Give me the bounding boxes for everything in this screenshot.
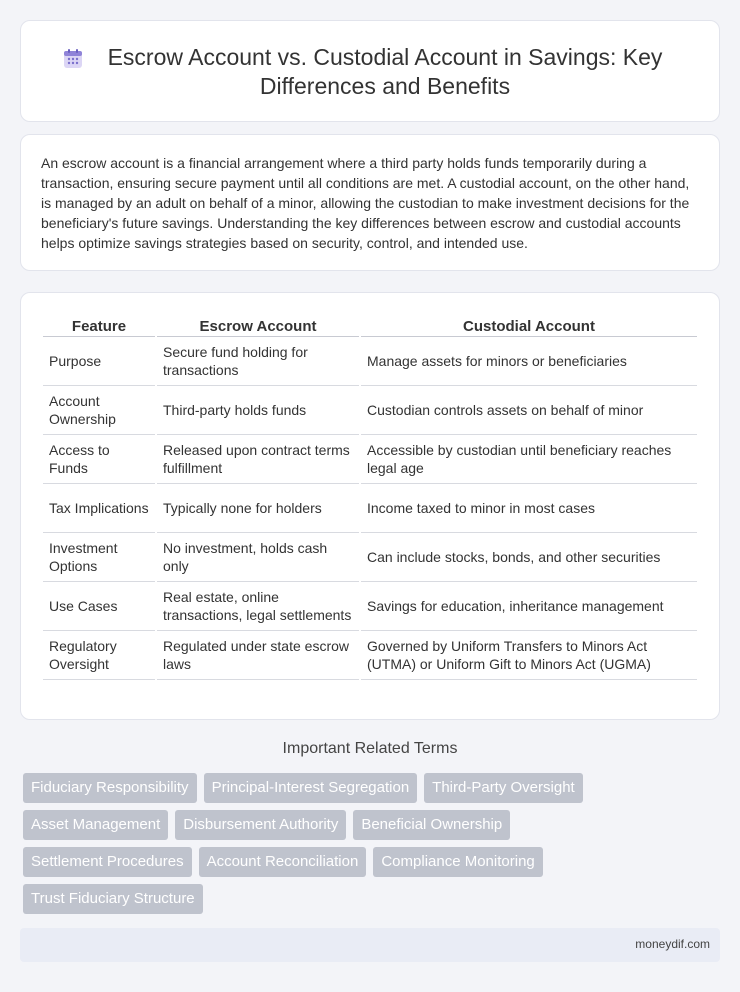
- escrow-cell: No investment, holds cash only: [157, 533, 359, 582]
- feature-cell: Purpose: [43, 337, 155, 386]
- intro-paragraph: An escrow account is a financial arrangement where a third party holds funds temporarily during a transaction, ensuring secure payment until all conditions are met. A custodial account, on the other hand, is managed by an adult on behalf of a minor, allowing the custodian to make investment decisions for the beneficiary's future savings. Understanding the key differences between escrow and custodial accounts helps optimize savings strategies based on security, control, and intended use.: [41, 155, 690, 251]
- page-title: Escrow Account vs. Custodial Account in Savings: Key Differences and Benefits: [107, 44, 663, 99]
- table-row: [43, 435, 697, 484]
- feature-cell: Use Cases: [43, 582, 155, 631]
- custodial-cell: Custodian controls assets on behalf of minor: [361, 386, 697, 435]
- related-term-tag[interactable]: Disbursement Authority: [175, 810, 346, 840]
- comparison-table: [41, 315, 699, 680]
- table-header-row: [43, 315, 697, 337]
- custodial-cell: Manage assets for minors or beneficiaries: [361, 337, 697, 386]
- custodial-cell: Income taxed to minor in most cases: [361, 484, 697, 533]
- related-term-tag[interactable]: Beneficial Ownership: [353, 810, 510, 840]
- header-feature: Feature: [43, 315, 155, 337]
- feature-cell: Tax Implications: [43, 484, 155, 533]
- table-row: [43, 337, 697, 386]
- escrow-cell: Secure fund holding for transactions: [157, 337, 359, 386]
- header-escrow: Escrow Account: [157, 315, 359, 337]
- escrow-cell: Real estate, online transactions, legal settlements: [157, 582, 359, 631]
- related-term-tag[interactable]: Trust Fiduciary Structure: [23, 884, 203, 914]
- related-term-tag[interactable]: Settlement Procedures: [23, 847, 192, 877]
- related-term-tag[interactable]: Asset Management: [23, 810, 168, 840]
- escrow-cell: Typically none for holders: [157, 484, 359, 533]
- escrow-cell: Released upon contract terms fulfillment: [157, 435, 359, 484]
- custodial-cell: Accessible by custodian until beneficiary reaches legal age: [361, 435, 697, 484]
- footer-source: moneydif.com: [635, 937, 710, 951]
- related-term-tag[interactable]: Third-Party Oversight: [424, 773, 583, 803]
- intro-card: [20, 134, 720, 271]
- table-row: [43, 631, 697, 680]
- table-row: [43, 484, 697, 533]
- table-row: [43, 582, 697, 631]
- custodial-cell: Can include stocks, bonds, and other securities: [361, 533, 697, 582]
- feature-cell: Regulatory Oversight: [43, 631, 155, 680]
- related-term-tag[interactable]: Fiduciary Responsibility: [23, 773, 197, 803]
- custodial-cell: Governed by Uniform Transfers to Minors Act (UTMA) or Uniform Gift to Minors Act (UGMA): [361, 631, 697, 680]
- related-term-tag[interactable]: Compliance Monitoring: [373, 847, 542, 877]
- feature-cell: Investment Options: [43, 533, 155, 582]
- escrow-cell: Regulated under state escrow laws: [157, 631, 359, 680]
- footer: [20, 928, 720, 962]
- related-term-tag[interactable]: Account Reconciliation: [199, 847, 367, 877]
- related-terms-title: Important Related Terms: [282, 740, 458, 757]
- escrow-cell: Third-party holds funds: [157, 386, 359, 435]
- related-terms-list: [23, 773, 623, 914]
- comparison-card: [20, 292, 720, 720]
- table-row: [43, 533, 697, 582]
- feature-cell: Access to Funds: [43, 435, 155, 484]
- custodial-cell: Savings for education, inheritance management: [361, 582, 697, 631]
- title-card: [20, 20, 720, 122]
- related-term-tag[interactable]: Principal-Interest Segregation: [204, 773, 418, 803]
- feature-cell: Account Ownership: [43, 386, 155, 435]
- header-custodial: Custodial Account: [361, 315, 697, 337]
- table-row: [43, 386, 697, 435]
